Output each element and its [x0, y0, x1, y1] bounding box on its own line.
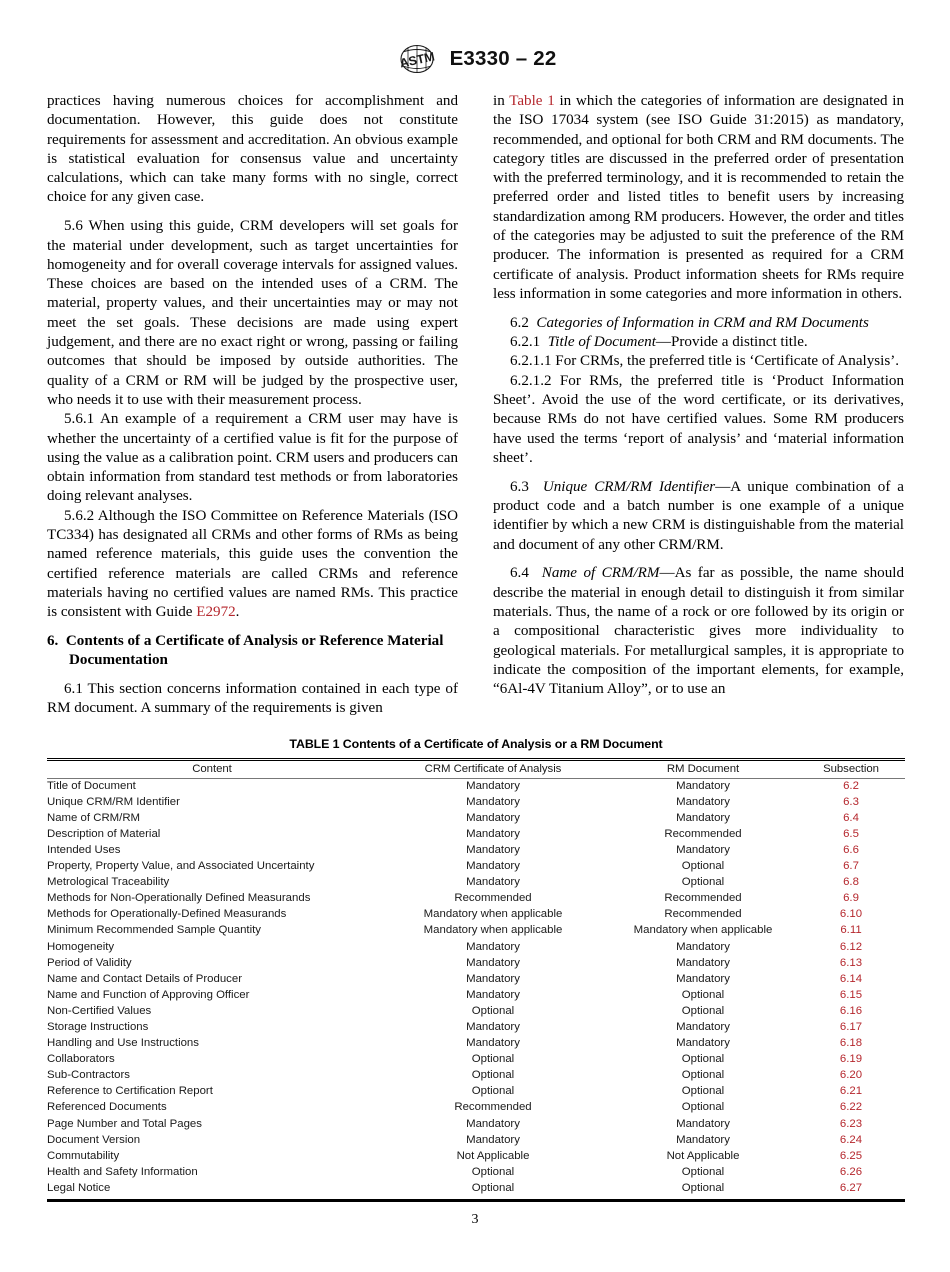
paragraph-6-4 — [493, 564, 904, 699]
cell-crm-certificate: Recommended — [454, 892, 532, 905]
paragraph-italic-title: Categories of Information in CRM and RM Documents — [536, 314, 869, 331]
column-header-subsection: Subsection — [797, 760, 905, 779]
paragraph-5-6-2 — [47, 507, 458, 623]
cell-subsection-link[interactable]: 6.9 — [843, 892, 859, 905]
table-row — [47, 1100, 905, 1116]
cell-content: Description of Material — [47, 827, 161, 840]
paragraph-number: 6.2.1.2 — [510, 372, 552, 389]
cell-content: Sub-Contractors — [47, 1069, 130, 1082]
cell-subsection-link[interactable]: 6.6 — [843, 843, 859, 856]
left-column — [47, 92, 458, 718]
cell-rm-document: Mandatory — [676, 1133, 730, 1146]
cell-content: Collaborators — [47, 1053, 115, 1066]
cell-crm-certificate: Optional — [471, 1069, 515, 1082]
paragraph-6-2-1-2 — [493, 372, 904, 468]
paragraph-number: 6.2.1 — [510, 334, 541, 351]
cell-crm-certificate: Mandatory — [466, 860, 520, 873]
cell-content: Referenced Documents — [47, 1101, 167, 1114]
paragraph-6-2-1-1 — [493, 352, 904, 371]
cell-crm-certificate: Mandatory — [466, 795, 520, 808]
cell-crm-certificate: Mandatory when applicable — [423, 908, 563, 921]
table-row — [47, 1181, 905, 1197]
cell-rm-document: Optional — [681, 860, 725, 873]
paragraph-number: 5.6.2 — [64, 507, 95, 524]
cell-rm-document: Not Applicable — [666, 1149, 740, 1162]
cell-content: Name and Function of Approving Officer — [47, 988, 250, 1001]
cell-rm-document: Optional — [681, 988, 725, 1001]
cell-crm-certificate: Mandatory — [466, 1021, 520, 1033]
paragraph-number: 5.6 — [64, 218, 83, 235]
paragraph-text: When using this guide, CRM developers will set goals for the material under development, such as target uncertainties for homogeneity and for overall coverage intervals for assigned values. These choices are based on the intended uses of a CRM. The material, property values, and their uncertainties may or may not meet the set goals. These decisions are made using expert judgement, and there are no exact right or wrong, passing or failing outcomes that should be imposed by outside authorities. The quality of a CRM or RM will be judged by the prospective user, who needs it to use with their measurement process. — [47, 218, 458, 408]
table-row — [47, 1133, 905, 1149]
paragraph-6-3 — [493, 478, 904, 555]
cell-subsection-link[interactable]: 6.11 — [840, 924, 862, 937]
cell-subsection-link[interactable]: 6.22 — [839, 1101, 863, 1114]
cell-rm-document: Optional — [681, 1101, 725, 1114]
cell-rm-document: Mandatory — [676, 956, 730, 969]
cell-content: Name of CRM/RM — [47, 811, 141, 824]
cell-crm-certificate: Mandatory — [466, 827, 520, 840]
paragraph-6-2 — [493, 314, 904, 333]
lead-text: in — [493, 93, 510, 109]
cell-content: Methods for Operationally-Defined Measurands — [47, 908, 287, 921]
cell-crm-certificate: Mandatory — [466, 940, 520, 953]
cell-crm-certificate: Optional — [471, 1004, 515, 1017]
paragraph-5-6 — [47, 217, 458, 410]
cell-crm-certificate: Optional — [471, 1165, 515, 1178]
table-row — [47, 1084, 905, 1100]
page-number: 3 — [471, 1212, 479, 1227]
cell-subsection-link[interactable]: 6.24 — [839, 1133, 863, 1146]
cell-content: Property, Property Value, and Associated Uncertainty — [47, 860, 315, 873]
cell-content: Handling and Use Instructions — [47, 1037, 199, 1050]
table-title: TABLE 1 Contents of a Certificate of Analysis or a RM Document — [289, 737, 663, 751]
cell-crm-certificate: Mandatory — [466, 956, 520, 969]
cell-subsection-link[interactable]: 6.27 — [839, 1181, 863, 1194]
column-header-rm-document: RM Document — [609, 760, 797, 779]
paragraph-italic-title: Title of Document — [547, 334, 656, 351]
cell-subsection-link[interactable]: 6.13 — [839, 956, 863, 969]
cell-content: Minimum Recommended Sample Quantity — [47, 924, 261, 937]
cell-subsection-link[interactable]: 6.19 — [839, 1053, 863, 1066]
table-bottom-rule — [47, 1199, 905, 1202]
cell-content: Name and Contact Details of Producer — [47, 972, 243, 985]
cell-subsection-link[interactable]: 6.17 — [839, 1021, 863, 1033]
cell-subsection-link[interactable]: 6.8 — [843, 876, 859, 889]
paragraph-6-1 — [47, 680, 458, 719]
table-row — [47, 988, 905, 1004]
paragraph-6-2-1 — [493, 333, 904, 352]
table-row — [47, 1068, 905, 1084]
paragraph-5-6-1 — [47, 410, 458, 506]
cell-crm-certificate: Optional — [471, 1085, 515, 1098]
table-row — [47, 1004, 905, 1020]
cell-subsection-link[interactable]: 6.20 — [839, 1069, 863, 1082]
table-row — [47, 778, 905, 795]
section-heading-6 — [47, 632, 458, 671]
cell-content: Commutability — [47, 1149, 120, 1162]
table-row — [47, 843, 905, 859]
cell-subsection-link[interactable]: 6.25 — [839, 1149, 863, 1162]
cell-subsection-link[interactable]: 6.3 — [843, 795, 859, 808]
cell-rm-document: Optional — [681, 1165, 725, 1178]
cell-rm-document: Mandatory — [676, 940, 730, 953]
cell-crm-certificate: Mandatory — [466, 876, 520, 889]
cell-crm-certificate: Mandatory — [466, 988, 520, 1001]
cell-subsection-link[interactable]: 6.18 — [839, 1037, 863, 1050]
cell-rm-document: Optional — [681, 1053, 725, 1066]
cell-crm-certificate: Mandatory — [466, 843, 520, 856]
cell-crm-certificate: Mandatory — [466, 1037, 520, 1050]
cell-content: Metrological Traceability — [47, 876, 170, 889]
table-row — [47, 795, 905, 811]
table-1 — [47, 758, 905, 1197]
cell-rm-document: Optional — [681, 1181, 725, 1194]
cell-rm-document: Mandatory — [676, 1037, 730, 1050]
paragraph-5-5-continued: practices having numerous choices for accomplishment and documentation. However, this guide does not constitute requirements for assessment and accreditation. An obvious example is statistical evaluation for consensus value and uncertainty calculations, which can take many forms with no single, correct choice for any given case. — [47, 93, 458, 206]
paragraph-text: Although the ISO Committee on Reference Materials (ISO TC334) has designated all CRMs and other forms of RMs as being named reference materials, this guide uses the convention the certified reference materials are called CRMs and reference materials having no certified values are named RMs. This practice is consistent with Guide — [47, 507, 459, 621]
cell-rm-document: Mandatory — [676, 811, 730, 824]
cell-content: Period of Validity — [47, 956, 132, 969]
cell-rm-document: Recommended — [664, 908, 742, 921]
cell-subsection-link[interactable]: 6.26 — [839, 1165, 863, 1178]
table-row — [47, 1052, 905, 1068]
section-number: 6. — [47, 632, 59, 649]
cell-content: Storage Instructions — [47, 1021, 149, 1033]
page-header — [0, 44, 950, 74]
section-title: Contents of a Certificate of Analysis or Reference Material Documentation — [65, 632, 444, 668]
cell-content: Title of Document — [47, 779, 136, 792]
paragraph-text: An example of a requirement a CRM user may have is whether the uncertainty of a certified value is fit for the purpose of using the value as a calibration point. CRM users and producers can obtain information from standard test methods or from laboratories doing relevant analyses. — [47, 411, 458, 505]
table-header — [47, 760, 905, 779]
cell-subsection-link[interactable]: 6.10 — [839, 908, 863, 921]
table-row — [47, 827, 905, 843]
cell-crm-certificate: Optional — [471, 1053, 515, 1066]
cell-rm-document: Recommended — [664, 827, 742, 840]
table-row — [47, 956, 905, 972]
table-row — [47, 923, 905, 939]
column-header-crm-certificate: CRM Certificate of Analysis — [377, 760, 609, 779]
table-row — [47, 939, 905, 955]
cell-crm-certificate: Mandatory — [466, 1133, 520, 1146]
paragraph-number: 6.2.1.1 — [510, 353, 552, 370]
cell-rm-document: Mandatory when applicable — [633, 924, 773, 937]
paragraph-tail: . — [235, 604, 240, 621]
table-row — [47, 907, 905, 923]
paragraph-text: For CRMs, the preferred title is ‘Certificate of Analysis’. — [555, 353, 900, 370]
paragraph-text: For RMs, the preferred title is ‘Product Information Sheet’. Avoid the use of the word certificate, or its derivatives, because RMs do not have certified values. Some RM producers have used the terms ‘report of analysis’ and ‘material information sheet’. — [493, 372, 904, 466]
table-reference-link-table-1[interactable]: Table 1 — [509, 93, 555, 109]
table-row — [47, 859, 905, 875]
cell-subsection-link[interactable]: 6.12 — [839, 940, 863, 953]
cell-subsection-link[interactable]: 6.21 — [839, 1085, 863, 1098]
table-body — [47, 778, 905, 1197]
paragraph-text: —As far as possible, the name should describe the material in enough detail to distinguish it from similar materials. Thus, the name of a rock or ore followed by its origin or a compositional characteristic gives more individuality to geological materials. For metallurgical samples, it is appropriate to indicate the composition of the important elements, for example, “6Al-4V Titanium Alloy”, or to use an — [493, 565, 904, 698]
paragraph-text: This section concerns information contained in each type of RM document. A summary of the requirements is given — [47, 680, 458, 716]
table-row — [47, 1116, 905, 1132]
svg-text:ASTM: ASTM — [397, 49, 436, 71]
cell-subsection-link[interactable]: 6.7 — [843, 860, 859, 873]
cell-rm-document: Optional — [681, 1004, 725, 1017]
paragraph-text: —Provide a distinct title. — [655, 334, 808, 351]
cell-rm-document: Optional — [681, 1069, 725, 1082]
cell-crm-certificate: Mandatory when applicable — [423, 924, 563, 937]
cell-crm-certificate: Mandatory — [466, 972, 520, 985]
cell-crm-certificate: Not Applicable — [456, 1149, 530, 1162]
cell-rm-document: Mandatory — [676, 972, 730, 985]
cell-content: Homogeneity — [47, 940, 115, 953]
paragraph-number: 6.2 — [510, 314, 529, 331]
table-row — [47, 1036, 905, 1052]
table-row — [47, 891, 905, 907]
cell-content: Health and Safety Information — [47, 1165, 198, 1178]
cell-content: Unique CRM/RM Identifier — [47, 795, 180, 808]
cell-content: Intended Uses — [47, 843, 121, 856]
cell-content: Reference to Certification Report — [47, 1085, 213, 1098]
table-row — [47, 1149, 905, 1165]
cell-subsection-link[interactable]: 6.15 — [839, 988, 863, 1001]
cell-rm-document: Mandatory — [676, 1021, 730, 1033]
cell-subsection-link[interactable]: 6.5 — [843, 827, 859, 840]
cell-rm-document: Mandatory — [676, 1117, 730, 1130]
cell-rm-document: Mandatory — [676, 779, 730, 792]
table-row — [47, 1020, 905, 1036]
body-columns — [47, 92, 905, 718]
cell-subsection-link[interactable]: 6.4 — [843, 811, 859, 824]
cell-content: Methods for Non-Operationally Defined Measurands — [47, 892, 311, 905]
paragraph-number: 6.4 — [510, 565, 529, 582]
cell-crm-certificate: Mandatory — [466, 779, 520, 792]
paragraph-number: 6.3 — [510, 478, 529, 495]
cell-content: Page Number and Total Pages — [47, 1117, 202, 1130]
cell-crm-certificate: Optional — [471, 1181, 515, 1194]
cell-crm-certificate: Recommended — [454, 1101, 532, 1114]
right-column — [493, 92, 904, 718]
cell-rm-document: Optional — [681, 1085, 725, 1098]
cell-crm-certificate: Mandatory — [466, 1117, 520, 1130]
paragraph-6-1-continued — [493, 92, 904, 304]
cell-content: Document Version — [47, 1133, 141, 1146]
table-row — [47, 972, 905, 988]
cell-crm-certificate: Mandatory — [466, 811, 520, 824]
astm-logo-icon — [394, 44, 440, 74]
paragraph-italic-title: Unique CRM/RM Identifier — [542, 478, 716, 495]
cell-subsection-link[interactable]: 6.2 — [843, 779, 859, 792]
paragraph-text: —A unique combination of a product code and a batch number is one example of a unique identifier by which a new CRM is distinguishable from the material and document of any other CRM/RM. — [493, 478, 905, 553]
standard-reference-link-e2972[interactable]: E2972 — [196, 604, 236, 621]
cell-content: Legal Notice — [47, 1181, 111, 1194]
column-header-content: Content — [47, 760, 377, 779]
cell-rm-document: Mandatory — [676, 795, 730, 808]
table-row — [47, 811, 905, 827]
paragraph-number: 6.1 — [64, 680, 83, 697]
table-1-block — [47, 737, 905, 1202]
document-designation: E3330 – 22 — [449, 47, 557, 70]
table-row — [47, 875, 905, 891]
cell-content: Non-Certified Values — [47, 1004, 152, 1017]
cell-rm-document: Optional — [681, 876, 725, 889]
cell-rm-document: Recommended — [664, 892, 742, 905]
table-row — [47, 1165, 905, 1181]
paragraph-text: in which the categories of information are designated in the ISO 17034 system (see ISO Guide 31:2015) as mandatory, recommended, and optional for both CRM and RM documents. The category titles are discussed in the preferred order of presentation with the preferred terminology, and it is recommended to retain the preferred order and listed titles to benefit users by increasing standardization among RM producers. However, the order and titles of the categories may be adjusted to suit the preference of the RM producer. The information is presented as required for a CRM certificate of analysis. Product information sheets for RMs require less information in some categories and more information in others. — [493, 93, 904, 302]
cell-subsection-link[interactable]: 6.16 — [839, 1004, 863, 1017]
paragraph-number: 5.6.1 — [64, 411, 95, 428]
cell-subsection-link[interactable]: 6.14 — [839, 972, 863, 985]
cell-rm-document: Mandatory — [676, 843, 730, 856]
cell-subsection-link[interactable]: 6.23 — [839, 1117, 863, 1130]
table-header-row — [47, 760, 905, 779]
paragraph-italic-title: Name of CRM/RM — [541, 565, 660, 582]
